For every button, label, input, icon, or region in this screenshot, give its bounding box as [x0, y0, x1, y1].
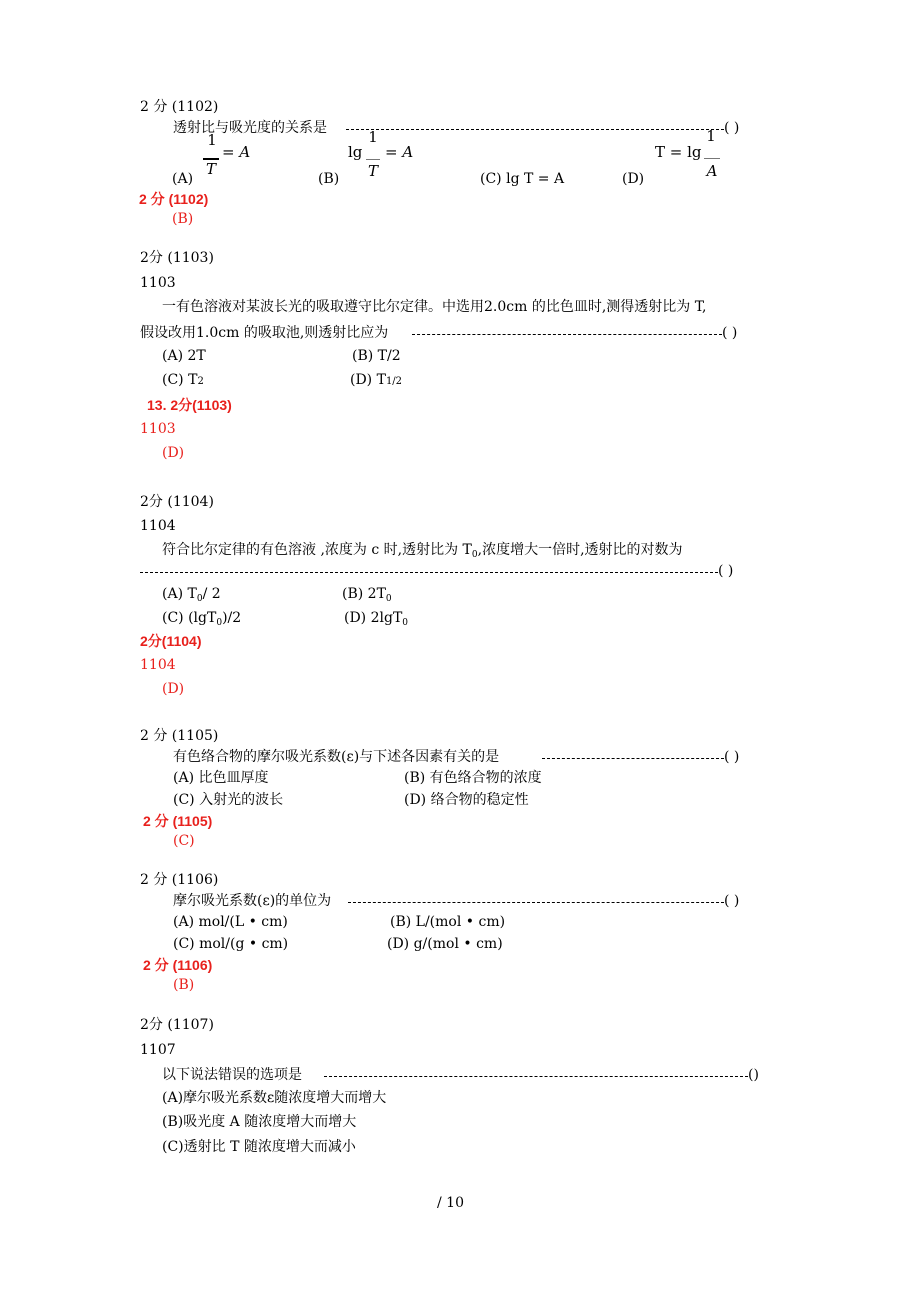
option-c-label: (C) lg T = A: [480, 171, 565, 187]
option-b: (B) L/(mol • cm): [390, 914, 506, 930]
question-stem: 有色络合物的摩尔吸光系数(ε)与下述各因素有关的是: [173, 749, 500, 765]
question-code: 1104: [140, 518, 176, 534]
answer-bracket: (): [748, 1067, 759, 1083]
option-a: (A) mol/(L • cm): [173, 914, 288, 930]
dash-leader: [324, 1076, 748, 1077]
option-b-label: (B): [318, 171, 340, 187]
fraction-denominator: T: [205, 160, 216, 178]
dash-leader: [346, 129, 724, 130]
question-header: 2 分 (1105): [140, 728, 219, 744]
question-code: 1103: [140, 275, 176, 291]
option-a: (A) $T_0/$ 2: [162, 586, 221, 604]
answer-bracket: ( ): [724, 120, 740, 136]
answer-value: (B): [173, 977, 195, 993]
answer-value: (C): [173, 833, 195, 849]
fraction-denominator: A: [706, 162, 718, 180]
answer-code: 1103: [140, 421, 176, 437]
answer-bracket: ( ): [718, 563, 734, 579]
dash-leader: [140, 572, 718, 573]
option-b: (B) T/2: [352, 348, 401, 364]
option-c: (C) T2: [162, 372, 204, 388]
answer-value: (D): [162, 681, 185, 697]
answer-bracket: ( ): [724, 749, 740, 765]
answer-header: 2 分 (1102): [139, 191, 209, 207]
question-stem: 假设改用1.0cm 的吸取池,则透射比应为: [140, 325, 389, 341]
answer-bracket: ( ): [724, 893, 740, 909]
question-stem: 符合比尔定律的有色溶液 ,浓度为 c 时,透射比为 $T_0$,浓度增大一倍时,透射比的对数为: [162, 542, 683, 560]
question-header: 2分 (1103): [140, 250, 214, 266]
formula-text: T = lg: [655, 143, 702, 161]
option-b: (B)吸光度 A 随浓度增大而增大: [162, 1114, 357, 1130]
dash-leader: [412, 334, 722, 335]
page-number: / 10: [437, 1195, 464, 1211]
fraction-bar: [704, 158, 720, 159]
answer-header: 2 分 (1105): [143, 813, 213, 829]
formula-text: = A: [385, 143, 414, 161]
option-b: (B) $2T_0$: [342, 586, 392, 604]
option-a-label: (A): [172, 171, 194, 187]
option-b: (B) 有色络合物的浓度: [404, 770, 542, 786]
option-c: (C) 入射光的波长: [173, 792, 284, 808]
option-a: (A)摩尔吸光系数ε随浓度增大而增大: [162, 1090, 387, 1106]
question-header: 2 分 (1102): [140, 99, 219, 115]
answer-header: 2分(1104): [140, 633, 202, 649]
answer-value: (D): [162, 445, 185, 461]
answer-bracket: ( ): [722, 325, 738, 341]
question-code: 1107: [140, 1042, 176, 1058]
question-header: 2 分 (1106): [140, 872, 219, 888]
question-header: 2分 (1104): [140, 494, 214, 510]
option-c: (C) (lgT$_0$)/2: [162, 610, 242, 628]
option-d: (D) T1/2: [350, 372, 403, 388]
answer-value: (B): [172, 211, 194, 227]
option-c: (C)透射比 T 随浓度增大而减小: [162, 1139, 356, 1155]
fraction-bar: [366, 159, 380, 160]
fraction-numerator: 1: [368, 128, 378, 146]
option-c: (C) mol/(g • cm): [173, 936, 289, 952]
question-stem: 摩尔吸光系数(ε)的单位为: [173, 893, 332, 909]
dash-leader: [348, 902, 724, 903]
answer-code: 1104: [140, 657, 176, 673]
fraction-denominator: T: [367, 162, 378, 180]
question-stem: 一有色溶液对某波长光的吸取遵守比尔定律。中选用2.0cm 的比色皿时,测得透射比为 T,: [162, 299, 707, 315]
question-header: 2分 (1107): [140, 1017, 214, 1033]
fraction-numerator: 1: [207, 131, 217, 149]
question-stem: 透射比与吸光度的关系是: [173, 120, 327, 136]
fraction-numerator: 1: [706, 127, 716, 145]
formula-lg: lg: [348, 143, 363, 161]
question-stem: 以下说法错误的选项是: [162, 1067, 302, 1083]
option-d-label: (D): [622, 171, 645, 187]
answer-header: 2 分 (1106): [143, 957, 213, 973]
option-a: (A) 比色皿厚度: [173, 770, 269, 786]
dash-leader: [542, 758, 724, 759]
option-d: (D) g/(mol • cm): [387, 936, 503, 952]
formula-text: = A: [222, 143, 251, 161]
answer-header: 13. 2分(1103): [147, 397, 232, 413]
option-d: (D) 2lgT$_0$: [344, 610, 409, 628]
option-a: (A) 2T: [162, 348, 206, 364]
option-d: (D) 络合物的稳定性: [404, 792, 529, 808]
